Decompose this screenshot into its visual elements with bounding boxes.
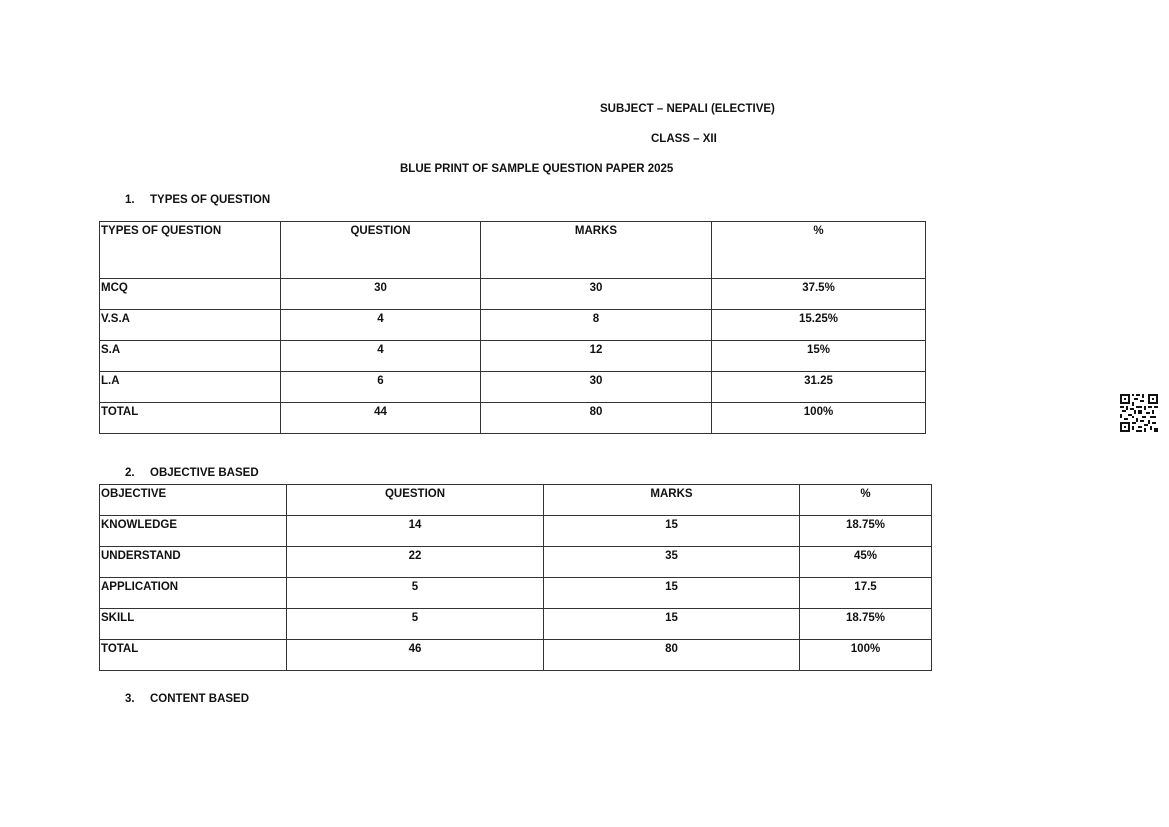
table-cell: 30 — [481, 279, 712, 310]
table-cell: 44 — [281, 403, 481, 434]
types-of-question-table — [99, 221, 926, 434]
document-title: BLUE PRINT OF SAMPLE QUESTION PAPER 2025 — [400, 163, 674, 175]
table-cell: L.A — [100, 372, 281, 403]
qr-code-icon — [1120, 394, 1158, 432]
table-row — [100, 516, 932, 547]
table-cell: 5 — [287, 609, 544, 640]
table-cell: 45% — [800, 547, 932, 578]
table-row-total — [100, 403, 926, 434]
table-cell: 15 — [544, 609, 800, 640]
table-cell: KNOWLEDGE — [100, 516, 287, 547]
table-cell: 30 — [281, 279, 481, 310]
class-heading: CLASS – XII — [651, 133, 717, 145]
objective-based-table — [99, 484, 932, 671]
table-row — [100, 341, 926, 372]
section-number: 3. — [125, 693, 135, 705]
table-row-total — [100, 640, 932, 671]
table-cell: 37.5% — [712, 279, 926, 310]
column-header: MARKS — [544, 485, 800, 516]
table-cell: 4 — [281, 341, 481, 372]
table-cell: 100% — [800, 640, 932, 671]
section-number: 2. — [125, 467, 135, 479]
column-header: % — [712, 222, 926, 279]
table-cell: 17.5 — [800, 578, 932, 609]
table-cell: 100% — [712, 403, 926, 434]
table-cell: 18.75% — [800, 516, 932, 547]
section-heading-content — [125, 693, 249, 705]
table-cell: 18.75% — [800, 609, 932, 640]
table-cell: UNDERSTAND — [100, 547, 287, 578]
table-cell: 35 — [544, 547, 800, 578]
table-cell: 14 — [287, 516, 544, 547]
column-header: TYPES OF QUESTION — [100, 222, 281, 279]
table-row — [100, 310, 926, 341]
table-cell: 15% — [712, 341, 926, 372]
section-title: OBJECTIVE BASED — [150, 467, 259, 479]
table-cell: TOTAL — [100, 403, 281, 434]
section-number: 1. — [125, 194, 135, 206]
table-row — [100, 547, 932, 578]
column-header: OBJECTIVE — [100, 485, 287, 516]
table-cell: 80 — [544, 640, 800, 671]
table-row — [100, 578, 932, 609]
table-cell: 5 — [287, 578, 544, 609]
table-cell: 46 — [287, 640, 544, 671]
table-cell: S.A — [100, 341, 281, 372]
table-cell: 12 — [481, 341, 712, 372]
table-cell: 8 — [481, 310, 712, 341]
column-header: QUESTION — [287, 485, 544, 516]
table-cell: 80 — [481, 403, 712, 434]
table-cell: 31.25 — [712, 372, 926, 403]
table-cell: 30 — [481, 372, 712, 403]
column-header: QUESTION — [281, 222, 481, 279]
table-cell: 15 — [544, 578, 800, 609]
subject-heading: SUBJECT – NEPALI (ELECTIVE) — [600, 103, 775, 115]
table-row — [100, 372, 926, 403]
table-header-row — [100, 485, 932, 516]
table-cell: 6 — [281, 372, 481, 403]
section-heading-types — [125, 194, 270, 206]
table-header-row — [100, 222, 926, 279]
column-header: % — [800, 485, 932, 516]
table-cell: 15 — [544, 516, 800, 547]
table-cell: 15.25% — [712, 310, 926, 341]
table-cell: V.S.A — [100, 310, 281, 341]
column-header: MARKS — [481, 222, 712, 279]
table-cell: MCQ — [100, 279, 281, 310]
table-cell: TOTAL — [100, 640, 287, 671]
section-heading-objective — [125, 467, 259, 479]
table-row — [100, 279, 926, 310]
table-cell: SKILL — [100, 609, 287, 640]
table-row — [100, 609, 932, 640]
table-cell: 4 — [281, 310, 481, 341]
section-title: TYPES OF QUESTION — [150, 194, 271, 206]
table-cell: 22 — [287, 547, 544, 578]
section-title: CONTENT BASED — [150, 693, 250, 705]
table-cell: APPLICATION — [100, 578, 287, 609]
